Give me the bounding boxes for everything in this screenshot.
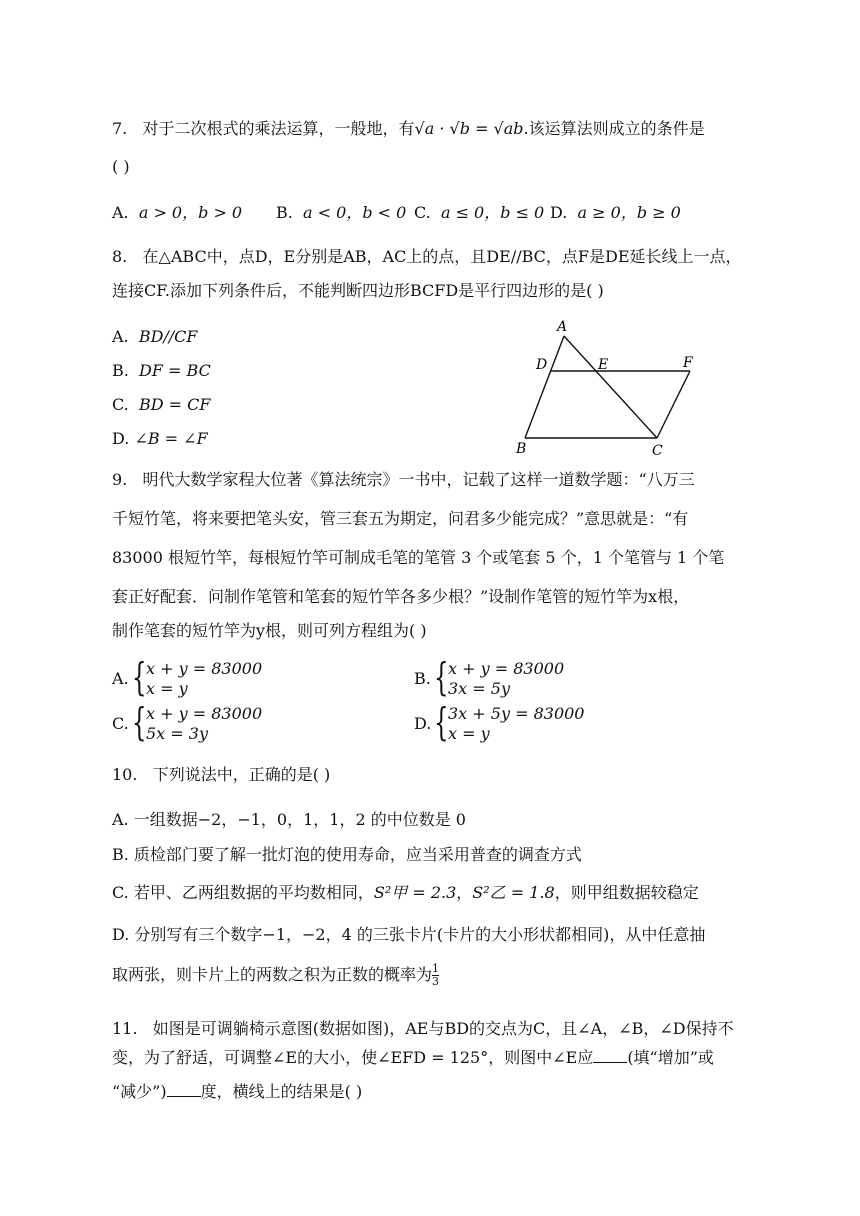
q8-option-c[interactable]	[112, 395, 210, 415]
q10-option-c[interactable]: C. 若甲、乙两组数据的平均数相同，S²甲 = 2.3，S²乙 = 1.8，则甲组数据较稳定	[112, 883, 699, 902]
q9-stem-line: 千短竹笔，将来要把笔头安，管三套五为期定，问君多少能完成？”意思就是：“有	[112, 509, 689, 528]
equation-2: 3x = 5y	[448, 679, 510, 698]
segment-ab	[525, 336, 564, 438]
q7-formula: √a · √b = √ab	[414, 119, 524, 138]
equation-1: x + y = 83000	[146, 704, 263, 723]
equation-1: 3x + 5y = 83000	[448, 704, 585, 723]
fraction-numerator: 1	[432, 962, 440, 975]
q8-stem-line2: 连接CF.添加下列条件后，不能判断四边形BCFD是平行四边形的是( )	[112, 281, 604, 300]
q8-option-d[interactable]	[112, 429, 208, 449]
point-label-f: F	[683, 355, 693, 371]
segment-cf	[657, 371, 690, 438]
option-label: A.	[112, 669, 129, 688]
q7-number: 7.	[112, 119, 128, 138]
option-label: C.	[112, 395, 129, 414]
q8-line1	[112, 247, 742, 267]
q10-number: 10.	[112, 765, 138, 784]
answer-blank[interactable]	[593, 1048, 627, 1063]
q11-stem-line: 如图是可调躺椅示意图(数据如图)，AE与BD的交点为C，且∠A，∠B，∠D保持不	[152, 1019, 734, 1038]
equation-1: x + y = 83000	[146, 659, 263, 678]
equation-2: 5x = 3y	[146, 724, 208, 743]
q11-stem-line: 变，为了舒适，可调整∠E的大小，使∠EFD = 125°，则图中∠E应	[112, 1048, 594, 1067]
q9-number: 9.	[112, 470, 128, 489]
fraction-denominator: 3	[432, 975, 440, 988]
equation-2: x = y	[146, 679, 188, 698]
equation-1: x + y = 83000	[448, 659, 565, 678]
option-label: A.	[112, 203, 129, 222]
point-label-b: B	[516, 441, 527, 457]
q10-stem-text: 下列说法中，正确的是( )	[152, 765, 331, 784]
q8-number: 8.	[112, 247, 128, 266]
q8-option-b[interactable]	[112, 361, 211, 381]
option-text: BD//CF	[138, 327, 198, 346]
q10-option-b[interactable]: B. 质检部门要了解一批灯泡的使用寿命，应当采用普查的调查方式	[112, 845, 582, 864]
option-text: ，则甲组数据较稳定	[554, 883, 699, 902]
q11-number: 11.	[112, 1019, 138, 1038]
brace-icon: {	[434, 655, 449, 699]
brace-icon: {	[132, 700, 147, 744]
q7-option-c[interactable]	[414, 203, 544, 223]
q11-stem-line: “减少”)	[112, 1082, 167, 1101]
point-label-a: A	[557, 319, 568, 335]
option-label: D.	[112, 429, 130, 448]
point-label-d: D	[536, 357, 548, 373]
option-text: 取两张，则卡片上的两数之积为正数的概率为	[112, 965, 433, 984]
fraction	[432, 963, 439, 988]
q7-option-b[interactable]	[276, 203, 406, 223]
option-label: C.	[112, 714, 129, 733]
q7-stem-tail: .该运算法则成立的条件是	[523, 119, 705, 138]
option-label: A.	[112, 327, 129, 346]
option-text: BD = CF	[138, 395, 211, 414]
option-text: a < 0，b < 0	[303, 203, 407, 222]
q11-stem-line: (填“增加”或	[627, 1048, 714, 1067]
option-text: DF = BC	[139, 361, 211, 380]
q10-option-d-line2[interactable]	[112, 963, 439, 988]
segment-ac	[564, 336, 657, 438]
q8-figure	[505, 316, 705, 460]
q7-line1	[112, 119, 705, 139]
q9-stem-line: 制作笔套的短竹竿为y根，则可列方程组为( )	[112, 621, 427, 640]
equation-2: x = y	[448, 724, 490, 743]
option-label: B.	[414, 669, 431, 688]
option-text: a > 0，b > 0	[138, 203, 243, 222]
q11-line3	[112, 1082, 362, 1102]
variance-jia: S²甲 = 2.3	[373, 883, 457, 902]
brace-icon: {	[132, 655, 147, 699]
q10-option-d-line1[interactable]: D. 分别写有三个数字−1，−2，4 的三张卡片(卡片的大小形状都相同)，从中任意抽	[112, 925, 706, 944]
option-text: a ≥ 0，b ≥ 0	[577, 203, 681, 222]
q9-stem-line: 套正好配套．问制作笔管和笔套的短竹竿各多少根？”设制作笔管的短竹竿为x根，	[112, 587, 690, 606]
q7-stem: 对于二次根式的乘法运算，一般地，有	[142, 119, 415, 138]
point-label-c: C	[652, 443, 663, 459]
q9-line1	[112, 470, 695, 490]
option-label: D.	[414, 714, 432, 733]
option-text: a ≤ 0，b ≤ 0	[440, 203, 545, 222]
brace-icon: {	[434, 700, 449, 744]
q11-line1	[112, 1019, 734, 1039]
option-label: B.	[112, 361, 129, 380]
q11-line2	[112, 1048, 714, 1068]
q8-stem-line1: 在△ABC中，点D，E分别是AB，AC上的点，且DE//BC，点F是DE延长线上一点，	[142, 247, 742, 266]
point-label-e: E	[598, 357, 609, 373]
option-label: B.	[276, 203, 293, 222]
q7-paren: ( )	[112, 157, 130, 176]
q9-stem-line: 明代大数学家程大位著《算法统宗》一书中，记载了这样一道数学题：“八万三	[142, 470, 695, 489]
variance-yi: S²乙 = 1.8	[472, 883, 555, 902]
q8-option-a[interactable]	[112, 327, 198, 347]
answer-blank[interactable]	[167, 1082, 201, 1097]
q10-option-a[interactable]: A. 一组数据−2，−1，0，1，1，2 的中位数是 0	[112, 810, 466, 829]
q11-stem-line: 度，横线上的结果是( )	[200, 1082, 363, 1101]
q7-option-a[interactable]	[112, 203, 242, 223]
option-label: C.	[414, 203, 431, 222]
option-text: C. 若甲、乙两组数据的平均数相同，	[112, 883, 374, 902]
q10-stem	[112, 765, 330, 785]
option-text: ∠B = ∠F	[134, 429, 208, 448]
q7-option-d[interactable]	[550, 203, 681, 223]
q9-stem-line: 83000 根短竹竿，每根短竹竿可制成毛笔的笔管 3 个或笔套 5 个，1 个笔管与 1 个笔	[112, 548, 725, 567]
option-label: D.	[550, 203, 568, 222]
